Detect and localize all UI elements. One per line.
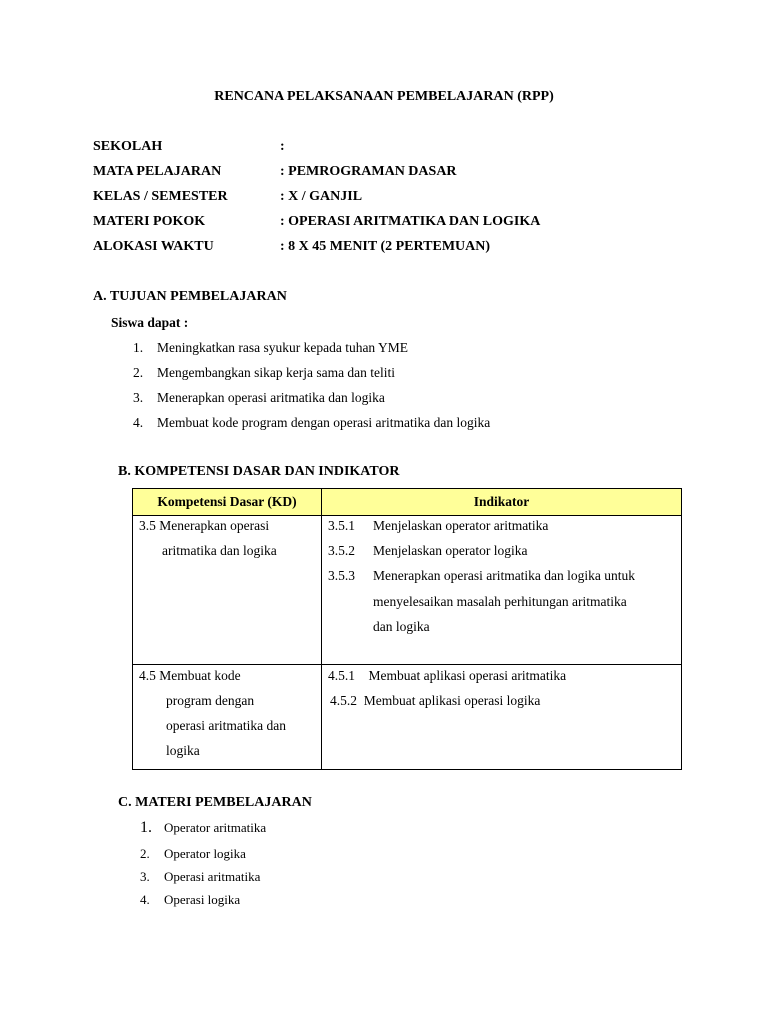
kd-text: logika — [166, 743, 200, 758]
identity-label: KELAS / SEMESTER — [93, 189, 228, 204]
identity-row-kelas-semester — [93, 189, 362, 205]
indicator-item: 4.5.2 Membuat aplikasi operasi logika — [330, 693, 541, 708]
list-item: 2. Mengembangkan sikap kerja sama dan teliti — [133, 365, 396, 380]
table-header-indikator: Indikator — [322, 489, 682, 516]
competency-table — [132, 488, 682, 770]
list-item: 4. Operasi logika — [140, 892, 241, 907]
identity-value: : PEMROGRAMAN DASAR — [280, 164, 457, 179]
indicator-text: dan logika — [373, 619, 430, 634]
identity-row-mata-pelajaran — [93, 164, 457, 180]
table-header-kd: Kompetensi Dasar (KD) — [133, 489, 322, 516]
kd-text: program dengan — [166, 693, 255, 708]
indicator-item: 4.5.1 Membuat aplikasi operasi aritmatika — [328, 668, 567, 683]
list-item: 2. Operator logika — [140, 846, 246, 861]
table-row — [133, 665, 682, 770]
identity-label: MATERI POKOK — [93, 214, 206, 229]
identity-value: : — [280, 139, 285, 154]
table-row — [133, 516, 682, 665]
list-item: 3. Menerapkan operasi aritmatika dan logika — [133, 390, 385, 405]
kd-text: 3.5 Menerapkan operasi — [139, 518, 270, 533]
section-c-heading: C. MATERI PEMBELAJARAN — [118, 795, 312, 810]
indicator-item: 3.5.2 Menjelaskan operator logika — [328, 543, 528, 558]
identity-value: : 8 X 45 MENIT (2 PERTEMUAN) — [280, 239, 491, 254]
indicator-item: 3.5.3 Menerapkan operasi aritmatika dan logika untuk — [328, 568, 636, 583]
section-b-heading: B. KOMPETENSI DASAR DAN INDIKATOR — [118, 464, 400, 479]
section-a-heading: A. TUJUAN PEMBELAJARAN — [93, 289, 287, 304]
page-title: RENCANA PELAKSANAAN PEMBELAJARAN (RPP) — [214, 89, 554, 104]
indicator-item: 3.5.1 Menjelaskan operator aritmatika — [328, 518, 549, 533]
identity-label: MATA PELAJARAN — [93, 164, 222, 179]
kd-text: operasi aritmatika dan — [166, 718, 286, 733]
kd-text: aritmatika dan logika — [162, 543, 277, 558]
list-item: 1. Operator aritmatika — [140, 819, 267, 836]
identity-label: ALOKASI WAKTU — [93, 239, 214, 254]
identity-value: : X / GANJIL — [280, 189, 363, 204]
kd-text: 4.5 Membuat kode — [139, 668, 241, 683]
identity-row-sekolah — [93, 139, 285, 155]
list-item: 4. Membuat kode program dengan operasi aritmatika dan logika — [133, 415, 491, 430]
section-a-intro: Siswa dapat : — [111, 315, 189, 330]
identity-value: : OPERASI ARITMATIKA DAN LOGIKA — [280, 214, 541, 229]
indicator-text: menyelesaikan masalah perhitungan aritmatika — [373, 594, 627, 609]
list-item: 1. Meningkatkan rasa syukur kepada tuhan YME — [133, 340, 409, 355]
identity-label: SEKOLAH — [93, 139, 163, 154]
identity-row-materi-pokok — [93, 214, 540, 230]
identity-row-alokasi-waktu — [93, 239, 490, 255]
list-item: 3. Operasi aritmatika — [140, 869, 261, 884]
